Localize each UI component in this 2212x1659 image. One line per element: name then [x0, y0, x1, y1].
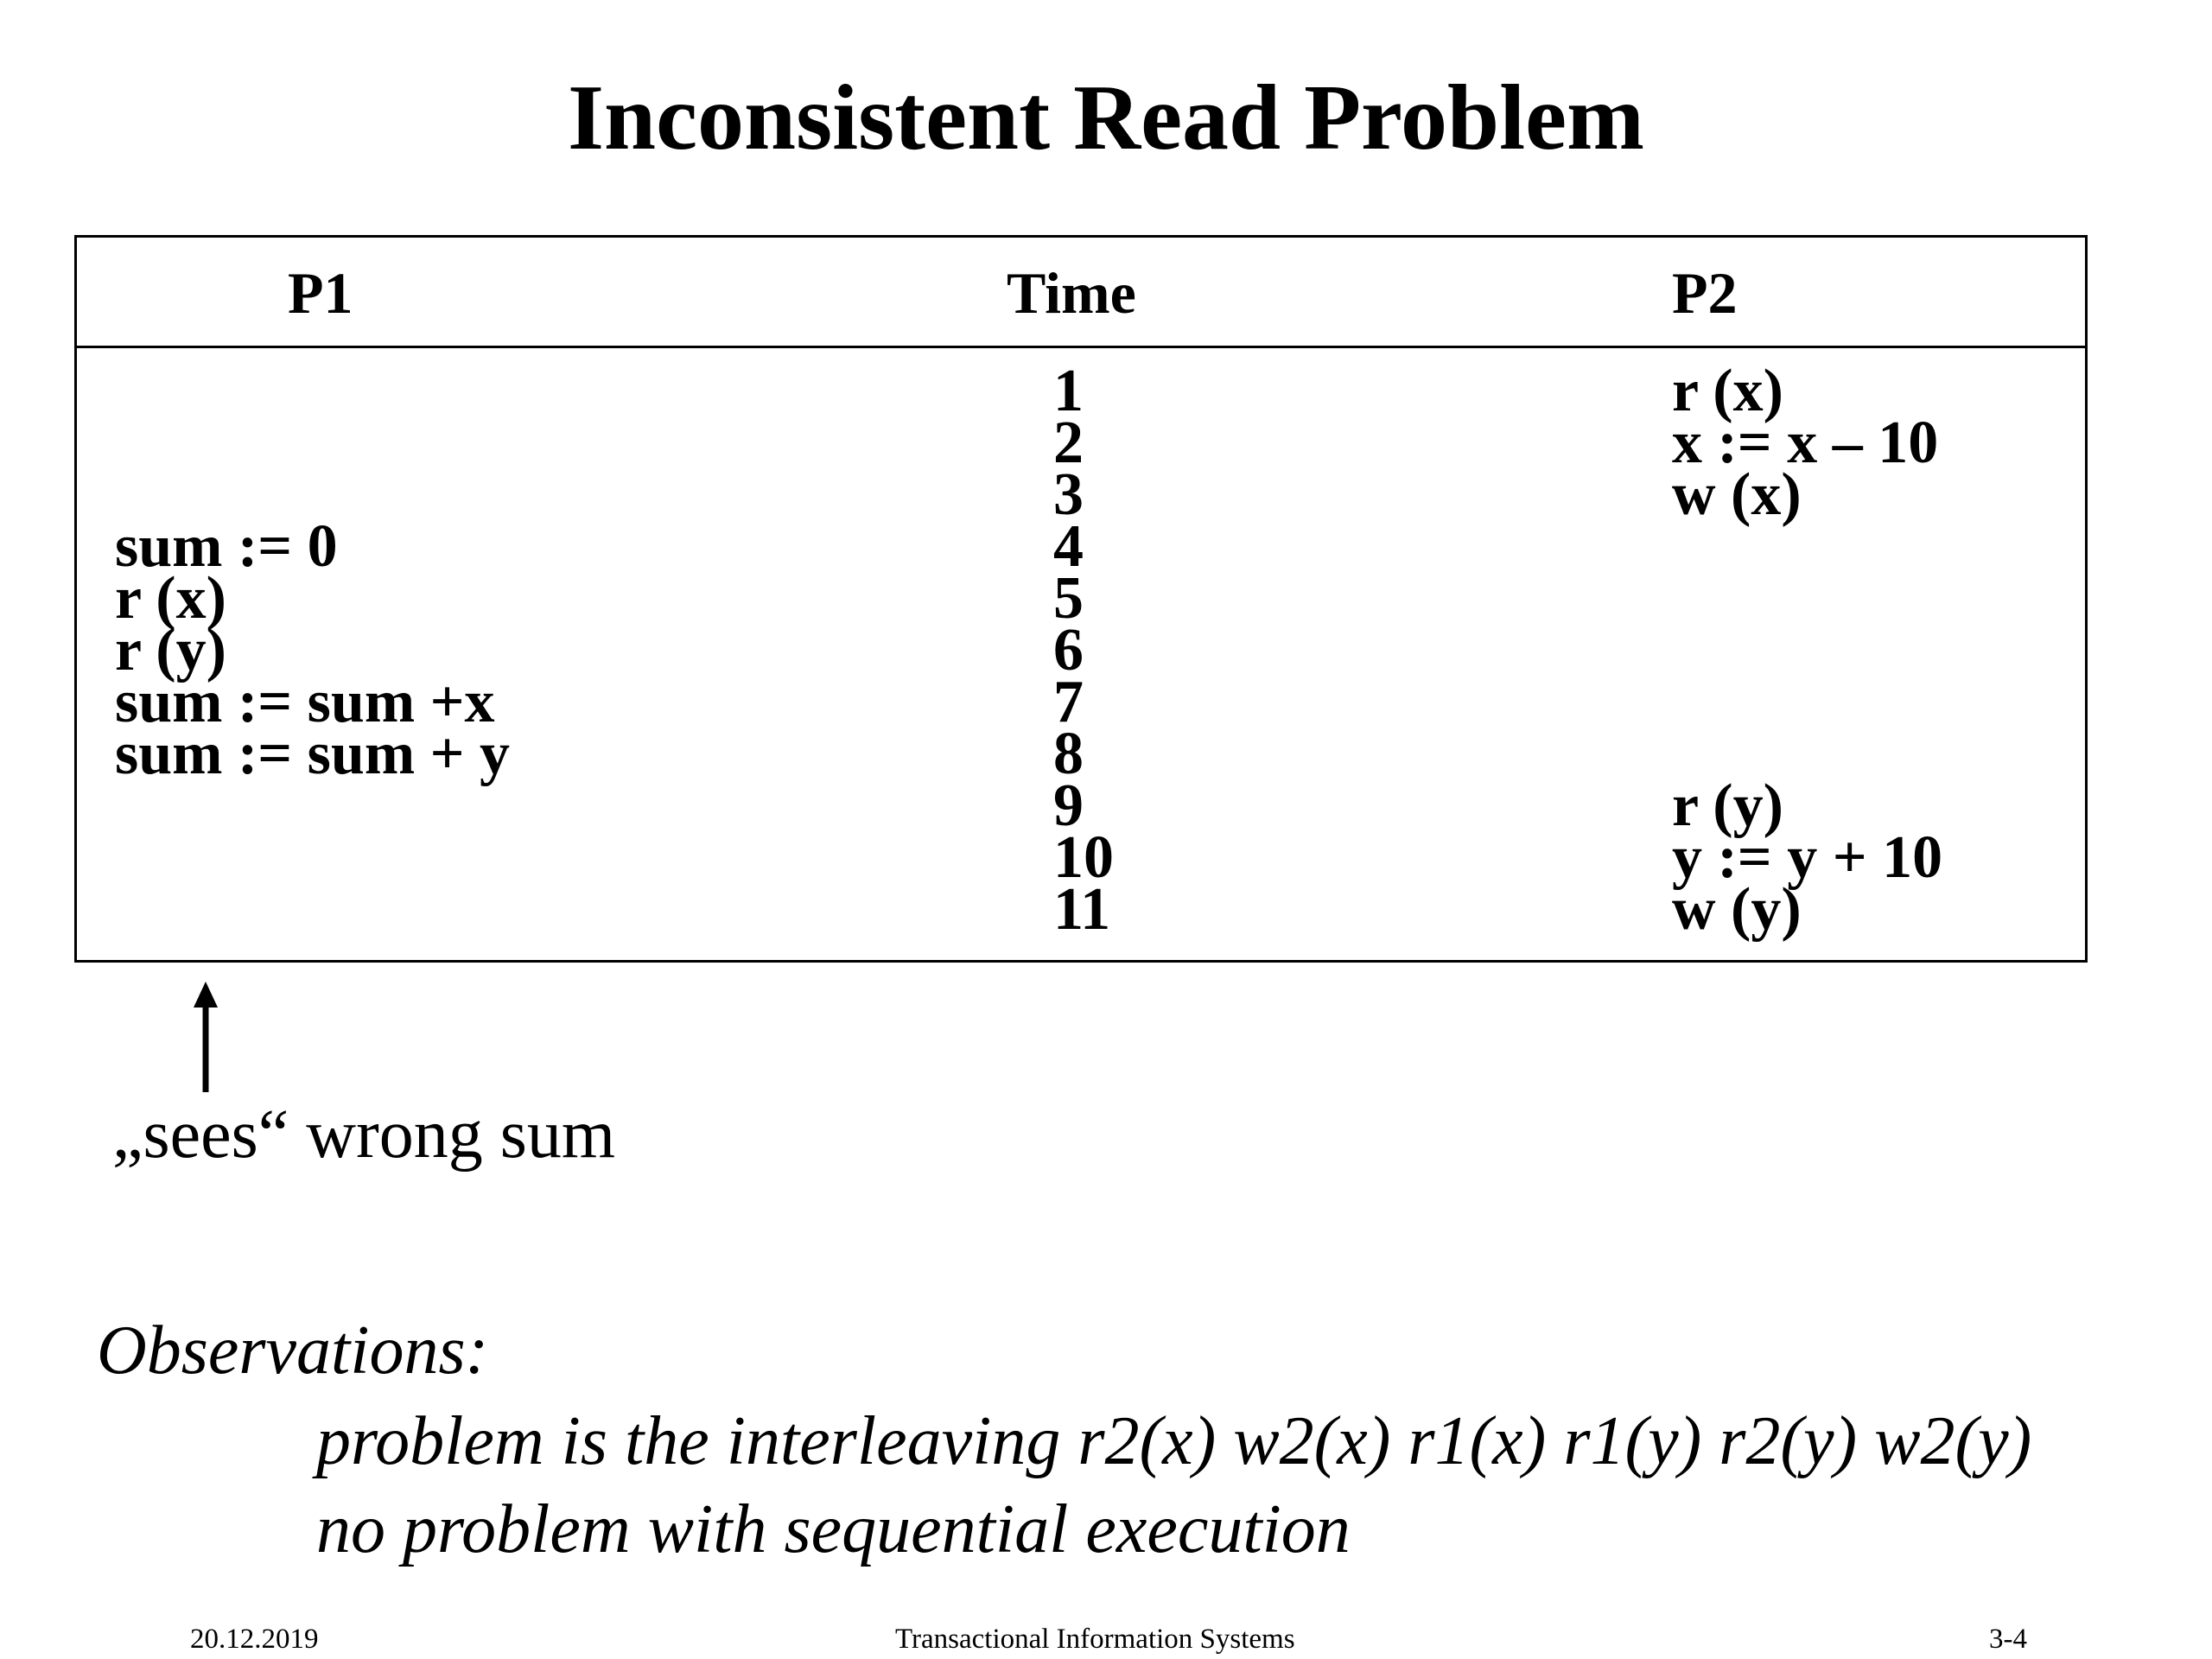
header-time: Time [1007, 260, 1136, 326]
p2-step [1672, 677, 1942, 728]
header-p1: P1 [288, 260, 353, 326]
time-step: 6 [1053, 617, 1084, 683]
wrong-sum-annotation: „sees“ wrong sum [112, 1096, 616, 1173]
p2-step [1672, 521, 1942, 573]
p1-step [115, 780, 510, 832]
p1-step: sum := sum +x [115, 669, 495, 735]
time-column [1053, 358, 1114, 943]
time-step: 1 [1053, 358, 1084, 424]
footer-page-number: 3-4 [1989, 1624, 2027, 1655]
p1-step: r (y) [115, 617, 226, 683]
header-divider [77, 346, 2085, 348]
p1-step [115, 832, 510, 884]
p1-step [115, 417, 510, 469]
p2-step [1672, 625, 1942, 677]
p2-step [1672, 573, 1942, 625]
time-step: 3 [1053, 461, 1084, 528]
p2-step: r (y) [1672, 772, 1783, 839]
schedule-table [74, 235, 2088, 963]
p2-column [1672, 358, 1943, 943]
arrow-up-icon [188, 982, 223, 1094]
time-step: 8 [1053, 721, 1084, 787]
p2-step: r (x) [1672, 358, 1783, 424]
observation-item: no problem with sequential execution [316, 1491, 1351, 1567]
time-step: 7 [1053, 669, 1084, 735]
p1-step [115, 365, 510, 417]
time-step: 11 [1053, 876, 1111, 943]
time-step: 10 [1053, 824, 1114, 891]
observation-item: problem is the interleaving r2(x) w2(x) r1(x) r1(y) r2(y) w2(y) [316, 1403, 2032, 1479]
footer-course: Transactional Information Systems [895, 1624, 1295, 1655]
p2-step: w (x) [1672, 461, 1802, 528]
page-title: Inconsistent Read Problem [567, 67, 1644, 169]
p1-step: r (x) [115, 565, 226, 632]
p2-step: y := y + 10 [1672, 824, 1943, 891]
footer-date: 20.12.2019 [190, 1624, 319, 1655]
time-step: 5 [1053, 565, 1084, 632]
p2-step: w (y) [1672, 876, 1802, 943]
header-p2: P2 [1672, 260, 1738, 326]
p1-column [115, 365, 510, 936]
p2-step: x := x – 10 [1672, 410, 1939, 476]
p1-step: sum := 0 [115, 513, 338, 580]
p1-step [115, 884, 510, 936]
p1-step: sum := sum + y [115, 721, 511, 787]
time-step: 2 [1053, 410, 1084, 476]
time-step: 9 [1053, 772, 1084, 839]
time-step: 4 [1053, 513, 1084, 580]
observations-heading: Observations: [97, 1313, 489, 1389]
